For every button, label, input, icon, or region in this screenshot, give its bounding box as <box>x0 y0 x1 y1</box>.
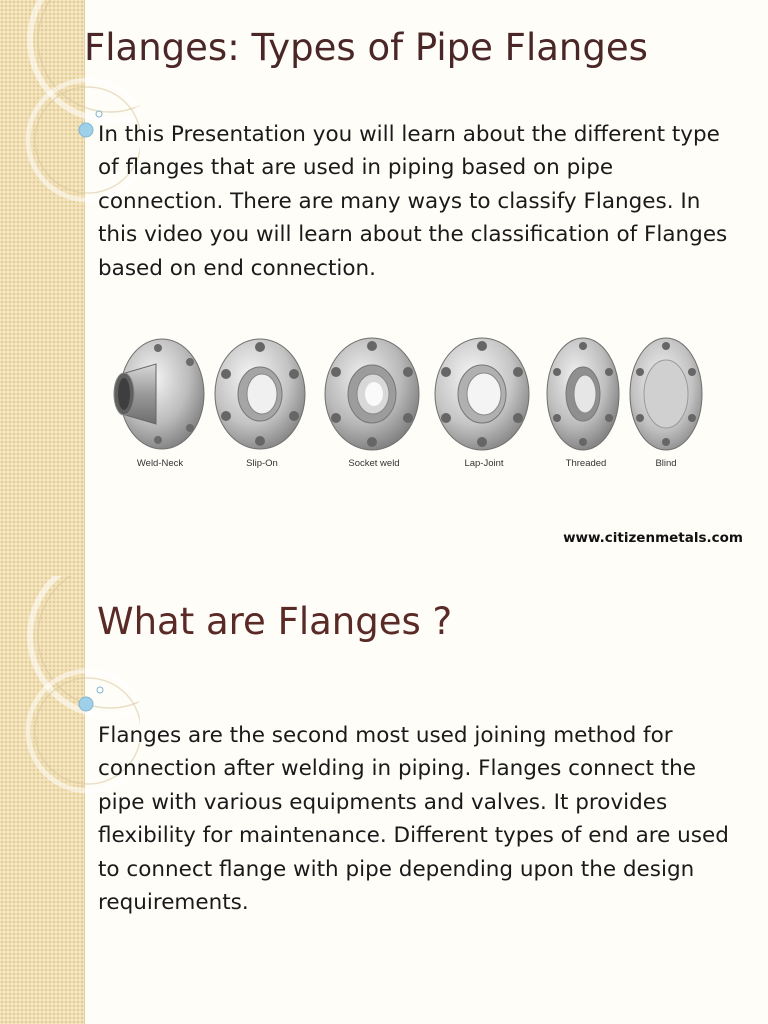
threaded-flange-icon <box>546 334 626 454</box>
flange-label: Threaded <box>565 458 607 469</box>
weld-neck-flange-icon <box>110 334 210 454</box>
flange-label: Blind <box>655 458 677 469</box>
slide-title: What are Flanges ? <box>97 600 453 643</box>
flange-label: Lap-Joint <box>464 458 504 469</box>
decorative-rings <box>0 0 140 576</box>
blind-flange-icon <box>628 334 708 454</box>
slip-on-flange-icon <box>212 334 312 454</box>
blind-flange <box>628 334 728 474</box>
socket-weld-flange <box>324 334 424 474</box>
website-link[interactable]: www.citizenmetals.com <box>563 530 743 546</box>
flange-label: Slip-On <box>246 458 278 469</box>
lap-joint-flange <box>434 334 534 474</box>
slip-on-flange <box>212 334 312 474</box>
flange-label: Weld-Neck <box>136 458 184 469</box>
weld-neck-flange <box>110 334 210 474</box>
slide-2 <box>0 576 768 1024</box>
intro-paragraph: In this Presentation you will learn about the different type of flanges that are used in piping based on pipe connection. There are many ways to classify Flanges. In this video you will learn about the classification of Flanges based on end connection. <box>98 122 728 281</box>
socket-weld-flange-icon <box>324 334 424 454</box>
slide-title: Flanges: Types of Pipe Flanges <box>84 26 648 69</box>
definition-paragraph: Flanges are the second most used joining method for connection after welding in piping. Flanges connect the pipe with various equipments and valves. It provides flexibility for maintenance. Different types of end are used to connect flange with pipe depending upon the design requirements. <box>98 723 729 916</box>
flange-types-image <box>110 334 720 474</box>
lap-joint-flange-icon <box>434 334 534 454</box>
flange-label: Socket weld <box>348 458 400 469</box>
